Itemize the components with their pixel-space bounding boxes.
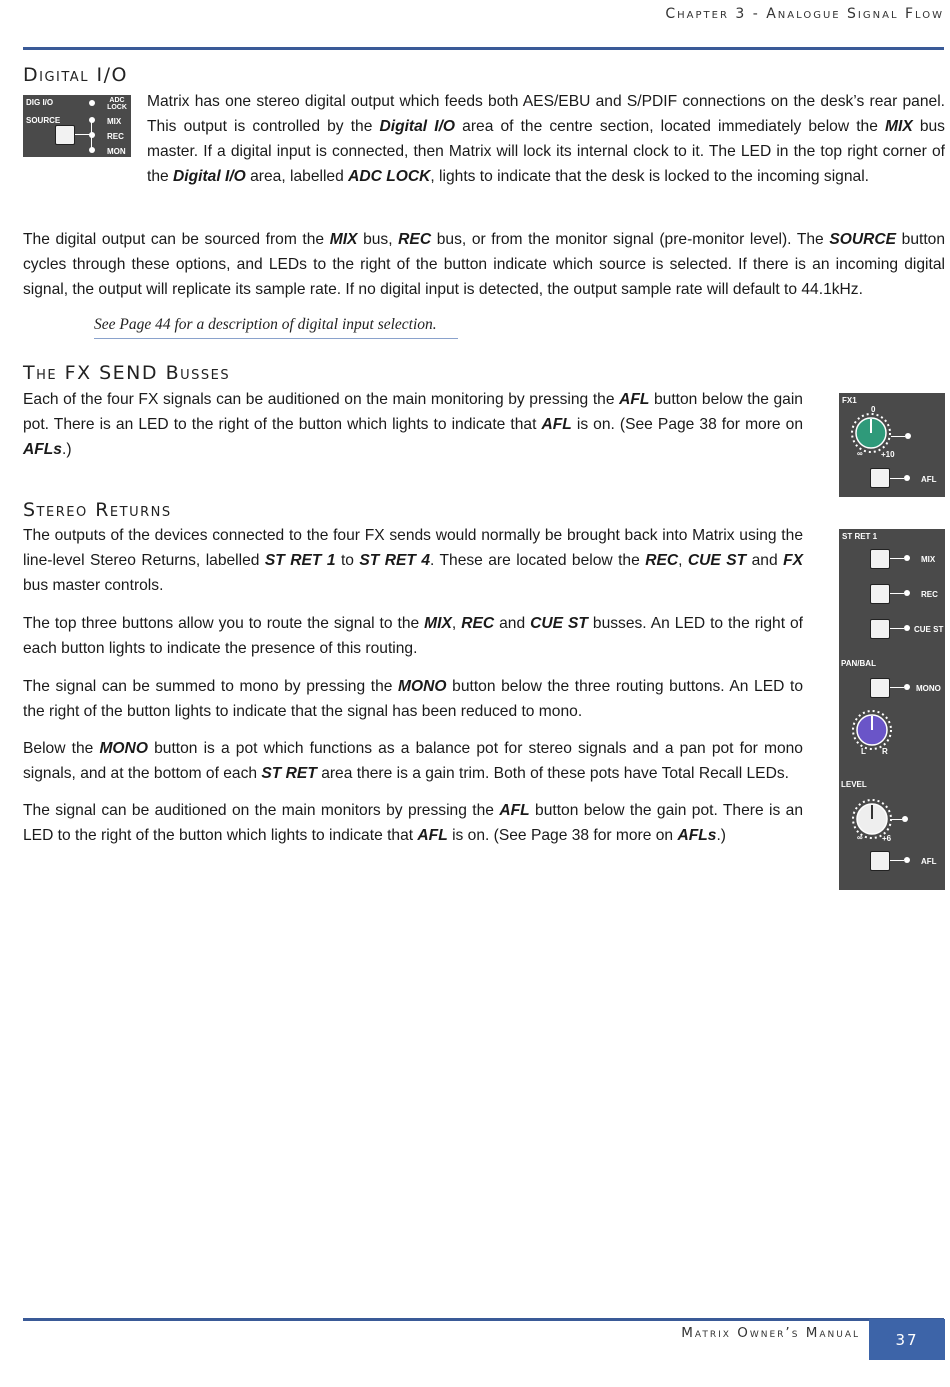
source-button-image xyxy=(55,125,75,145)
fx1-afl-button-image xyxy=(870,468,890,488)
mono-led xyxy=(904,684,910,690)
panel-label-mono: MONO xyxy=(916,684,941,693)
led-rec xyxy=(89,132,95,138)
panel-label-cue-st: CUE ST xyxy=(914,625,944,634)
led-mon xyxy=(89,147,95,153)
stereo-returns-paragraph-5: The signal can be auditioned on the main monitors by pressing the AFL button below the gain pot. There is an LED to the right of the button which lights to indicate that AFL is on. (See Page 38 for more on AFLs.) xyxy=(23,802,803,844)
level-recall-led xyxy=(902,816,908,822)
bottom-rule xyxy=(23,1318,944,1321)
mix-button-image xyxy=(870,549,890,569)
dig-io-panel-image xyxy=(23,95,131,157)
page-number-badge: 37 xyxy=(869,1319,945,1360)
fx1-afl-line xyxy=(890,478,904,479)
stereo-returns-paragraph-2: The top three buttons allow you to route the signal to the MIX, REC and CUE ST busses. An LED to the right of each button lights to indicate the presence of this routing. xyxy=(23,615,804,657)
panel-label-rec: REC xyxy=(921,590,938,599)
panel-label-st-ret-1: ST RET 1 xyxy=(842,532,878,541)
rec-line xyxy=(890,593,904,594)
mono-button-image xyxy=(870,678,890,698)
stereo-returns-paragraph-1: The outputs of the devices connected to the four FX sends would normally be brought back into Matrix using the line-level Stereo Returns, labelled ST RET 1 to ST RET 4. These are located below the REC, CUE ST and FX bus master controls. xyxy=(23,527,803,594)
panel-label-source: SOURCE xyxy=(26,116,61,125)
led-adc-lock xyxy=(89,100,95,106)
mix-led xyxy=(904,555,910,561)
rec-led xyxy=(904,590,910,596)
panel-label-mon: MON xyxy=(107,147,126,156)
fx1-recall-led xyxy=(905,433,911,439)
led-mix xyxy=(89,117,95,123)
panel-label-pan-bal: PAN/BAL xyxy=(841,659,876,668)
st-ret-afl-led xyxy=(904,857,910,863)
panel-label-fx1: FX1 xyxy=(842,396,857,405)
top-rule xyxy=(23,47,944,50)
panel-label-mix: MIX xyxy=(107,117,122,126)
pan-label-l: L xyxy=(861,747,866,756)
cue-st-led xyxy=(904,625,910,631)
footer-manual-title: Matrix Owner’s Manual xyxy=(681,1325,860,1341)
scale-label-plus10: +10 xyxy=(881,450,895,459)
mix-line xyxy=(890,558,904,559)
fx1-panel-image xyxy=(839,393,945,497)
fx1-gain-knob xyxy=(851,413,891,453)
panel-label-afl: AFL xyxy=(921,475,937,484)
panel-label-level: LEVEL xyxy=(841,780,867,789)
level-label-plus6: +6 xyxy=(882,834,892,843)
panel-label-dig-io: DIG I/O xyxy=(26,98,54,107)
running-header: Chapter 3 - Analogue Signal Flow xyxy=(665,6,944,22)
heading-stereo-returns: Stereo Returns xyxy=(23,499,172,521)
cue-st-button-image xyxy=(870,619,890,639)
panel-label-mix: MIX xyxy=(921,555,936,564)
stereo-returns-paragraph-3: The signal can be summed to mono by pressing the MONO button below the three routing buttons. An LED to the right of the button lights to indicate that the signal has been reduced to mono. xyxy=(23,678,804,720)
see-page-note: See Page 44 for a description of digital input selection. xyxy=(94,316,458,339)
cue-st-line xyxy=(890,628,904,629)
panel-label-rec: REC xyxy=(107,132,124,141)
rec-button-image xyxy=(870,584,890,604)
digital-io-paragraph-2: The digital output can be sourced from the MIX bus, REC bus, or from the monitor signal (pre-monitor level). The SOURCE button cycles through these options, and LEDs to the right of the button indicate which source is selected. If there is an incoming digital signal, the output will replicate its sample rate. If no digital input is detected, the output sample rate will default to 44.1kHz. xyxy=(23,231,946,298)
heading-digital-io: Digital I/O xyxy=(23,64,128,86)
st-ret-1-panel-image xyxy=(839,529,945,890)
panel-label-adc-lock: ADC LOCK xyxy=(107,97,127,111)
scale-label-inf: ∞ xyxy=(857,449,863,458)
st-ret-afl-line xyxy=(890,860,904,861)
level-led-line xyxy=(892,819,902,820)
digital-io-paragraph-1: Matrix has one stereo digital output which feeds both AES/EBU and S/PDIF connections on the desk’s rear panel. This output is controlled by the Digital I/O area of the centre section, located immediately below the MIX bus master. If a digital input is connected, then Matrix will lock its internal clock to it. The LED in the top right corner of the Digital I/O area, labelled ADC LOCK, lights to indicate that the desk is locked to the incoming signal. xyxy=(147,93,945,185)
st-ret-afl-button-image xyxy=(870,851,890,871)
pan-label-r: R xyxy=(882,747,888,756)
fx1-led-line xyxy=(891,436,905,437)
level-label-inf: ∞ xyxy=(857,833,863,842)
panel-label-afl: AFL xyxy=(921,857,937,866)
stereo-returns-paragraph-4: Below the MONO button is a pot which functions as a balance pot for stereo signals and a pan pot for mono signals, and at the bottom of each ST RET area there is a gain trim. Both of these pots have Total Recall LEDs. xyxy=(23,740,803,782)
mono-line xyxy=(890,687,904,688)
fx-send-paragraph-1: Each of the four FX signals can be auditioned on the main monitoring by pressing the AFL button below the gain pot. There is an LED to the right of the button which lights to indicate that AFL is on. (See Page 38 for more on AFLs.) xyxy=(23,391,804,458)
fx1-afl-led xyxy=(904,475,910,481)
pan-bal-knob xyxy=(852,710,892,750)
scale-label-0: 0 xyxy=(871,405,876,414)
heading-fx-send: The FX SEND Busses xyxy=(23,362,231,384)
